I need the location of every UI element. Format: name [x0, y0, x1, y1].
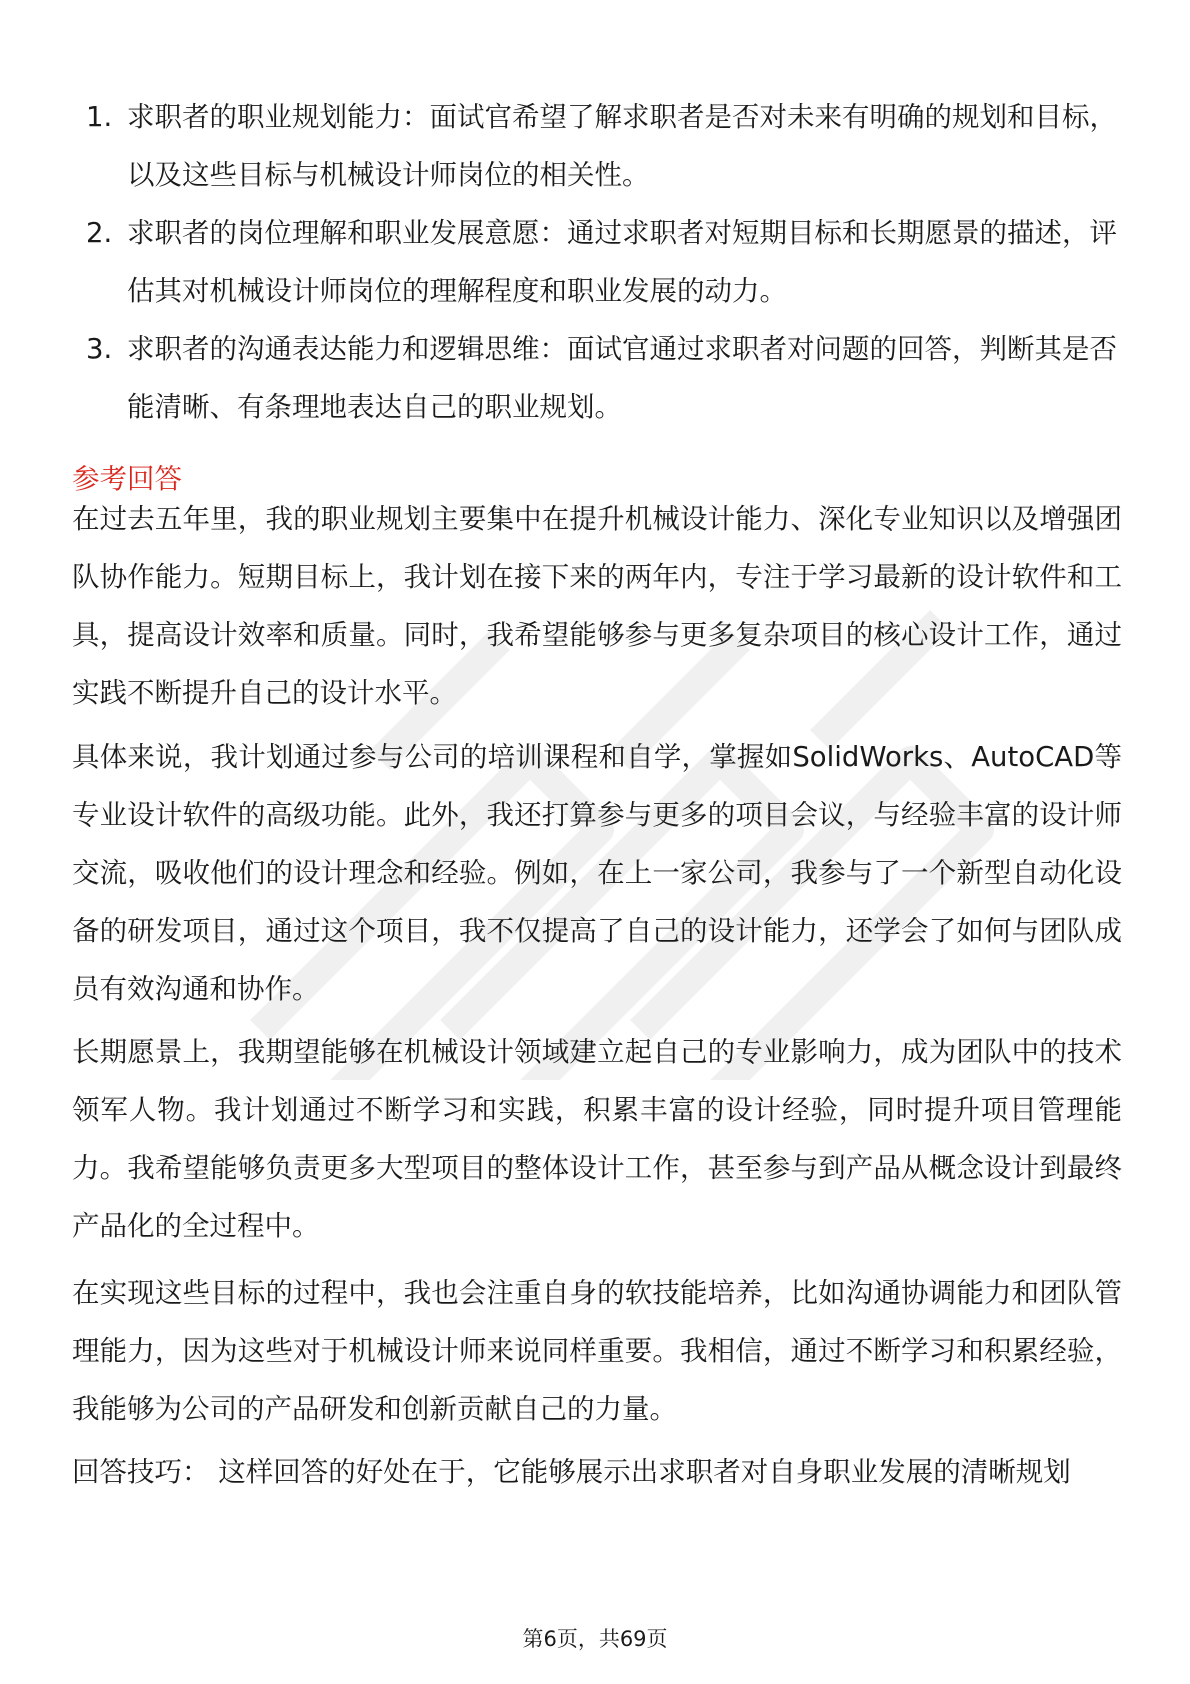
answer-paragraph: 长期愿景上，我期望能够在机械设计领域建立起自己的专业影响力，成为团队中的技术领军人物。我计划通过不断学习和实践，积累丰富的设计经验，同时提升项目管理能力。我希望能够负责更多大型项目的整体设计工作，甚至参与到产品从概念设计到最终产品化的全过程中。	[72, 1036, 1122, 1242]
list-number: 1.	[86, 101, 113, 133]
answer-paragraph: 在过去五年里，我的职业规划主要集中在提升机械设计能力、深化专业知识以及增强团队协作能力。短期目标上，我计划在接下来的两年内，专注于学习最新的设计软件和工具，提高设计效率和质量。同时，我希望能够参与更多复杂项目的核心设计工作，通过实践不断提升自己的设计水平。	[72, 503, 1122, 709]
tips-paragraph: 回答技巧： 这样回答的好处在于，它能够展示出求职者对自身职业发展的清晰规划	[72, 1456, 1071, 1488]
list-text: 求职者的职业规划能力：面试官希望了解求职者是否对未来有明确的规划和目标，以及这些目标与机械设计师岗位的相关性。	[127, 101, 1117, 191]
answer-paragraph: 具体来说，我计划通过参与公司的培训课程和自学，掌握如SolidWorks、AutoCAD等专业设计软件的高级功能。此外，我还打算参与更多的项目会议，与经验丰富的设计师交流，吸收他们的设计理念和经验。例如，在上一家公司，我参与了一个新型自动化设备的研发项目，通过这个项目，我不仅提高了自己的设计能力，还学会了如何与团队成员有效沟通和协作。	[72, 741, 1122, 1005]
list-text: 求职者的沟通表达能力和逻辑思维：面试官通过求职者对问题的回答，判断其是否能清晰、有条理地表达自己的职业规划。	[127, 333, 1117, 423]
page-number: 第6页，共69页	[522, 1627, 668, 1651]
criteria-list	[72, 88, 1122, 436]
section-heading: 参考回答	[72, 463, 182, 495]
list-item	[72, 204, 1122, 320]
list-item	[72, 320, 1122, 436]
list-number: 2.	[86, 217, 113, 249]
answer-paragraph: 在实现这些目标的过程中，我也会注重自身的软技能培养，比如沟通协调能力和团队管理能力，因为这些对于机械设计师来说同样重要。我相信，通过不断学习和积累经验，我能够为公司的产品研发和创新贡献自己的力量。	[72, 1277, 1122, 1425]
list-text: 求职者的岗位理解和职业发展意愿：通过求职者对短期目标和长期愿景的描述，评估其对机械设计师岗位的理解程度和职业发展的动力。	[127, 217, 1117, 307]
list-item	[72, 88, 1122, 204]
list-number: 3.	[86, 333, 113, 365]
